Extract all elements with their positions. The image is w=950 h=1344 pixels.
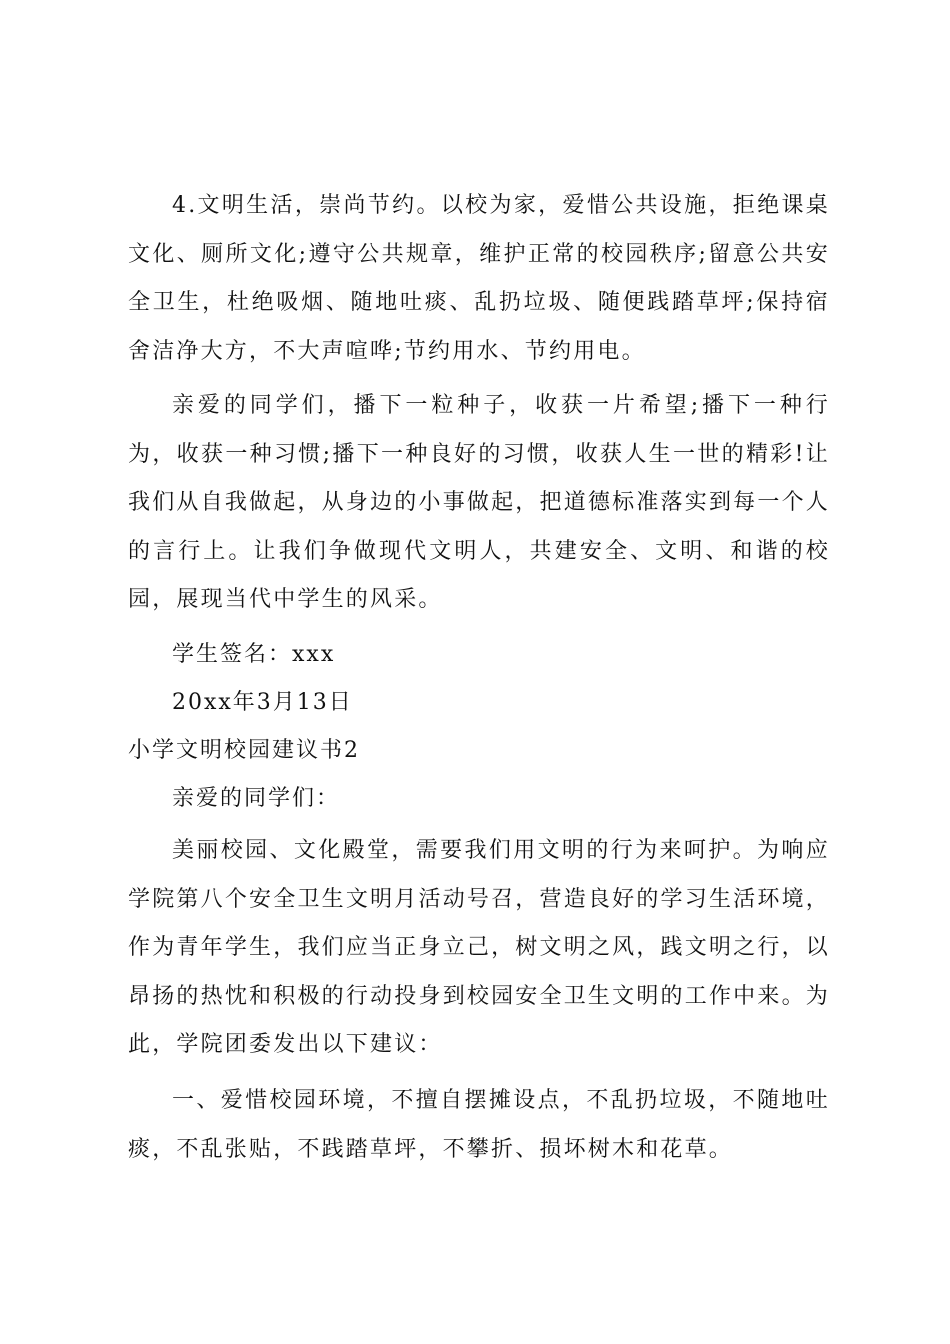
document-date: 20xx年3月13日 (172, 690, 353, 715)
student-signature: 学生签名：xxx (172, 642, 336, 667)
section-title: 小学文明校园建议书2 (128, 738, 360, 763)
greeting: 亲爱的同学们： (172, 786, 341, 811)
paragraph-beautiful-campus: 美丽校园、文化殿堂，需要我们用文明的行为来呵护。为响应学院第八个安全卫生文明月活动号召，营造良好的学习生活环境，作为青年学生，我们应当正身立己，树文明之风，践文明之行，以昂扬的热忱和积极的行动投身到校园安全卫生文明的工作中来。为此，学院团委发出以下建议： (128, 838, 830, 1057)
paragraph-dear-students: 亲爱的同学们，播下一粒种子，收获一片希望;播下一种行为，收获一种习惯;播下一种良好的习惯，收获人生一世的精彩!让我们从自我做起，从身边的小事做起，把道德标准落实到每一个人的言行上。让我们争做现代文明人，共建安全、文明、和谐的校园，展现当代中学生的风采。 (128, 393, 830, 612)
paragraph-suggestion-one: 一、爱惜校园环境，不擅自摆摊设点，不乱扔垃圾，不随地吐痰，不乱张贴，不践踏草坪，不攀折、损坏树木和花草。 (128, 1088, 830, 1162)
paragraph-civilized-living: 4.文明生活，崇尚节约。以校为家，爱惜公共设施，拒绝课桌文化、厕所文化;遵守公共规章，维护正常的校园秩序;留意公共安全卫生，杜绝吸烟、随地吐痰、乱扔垃圾、随便践踏草坪;保持宿舍洁净大方，不大声喧哗;节约用水、节约用电。 (128, 193, 830, 364)
